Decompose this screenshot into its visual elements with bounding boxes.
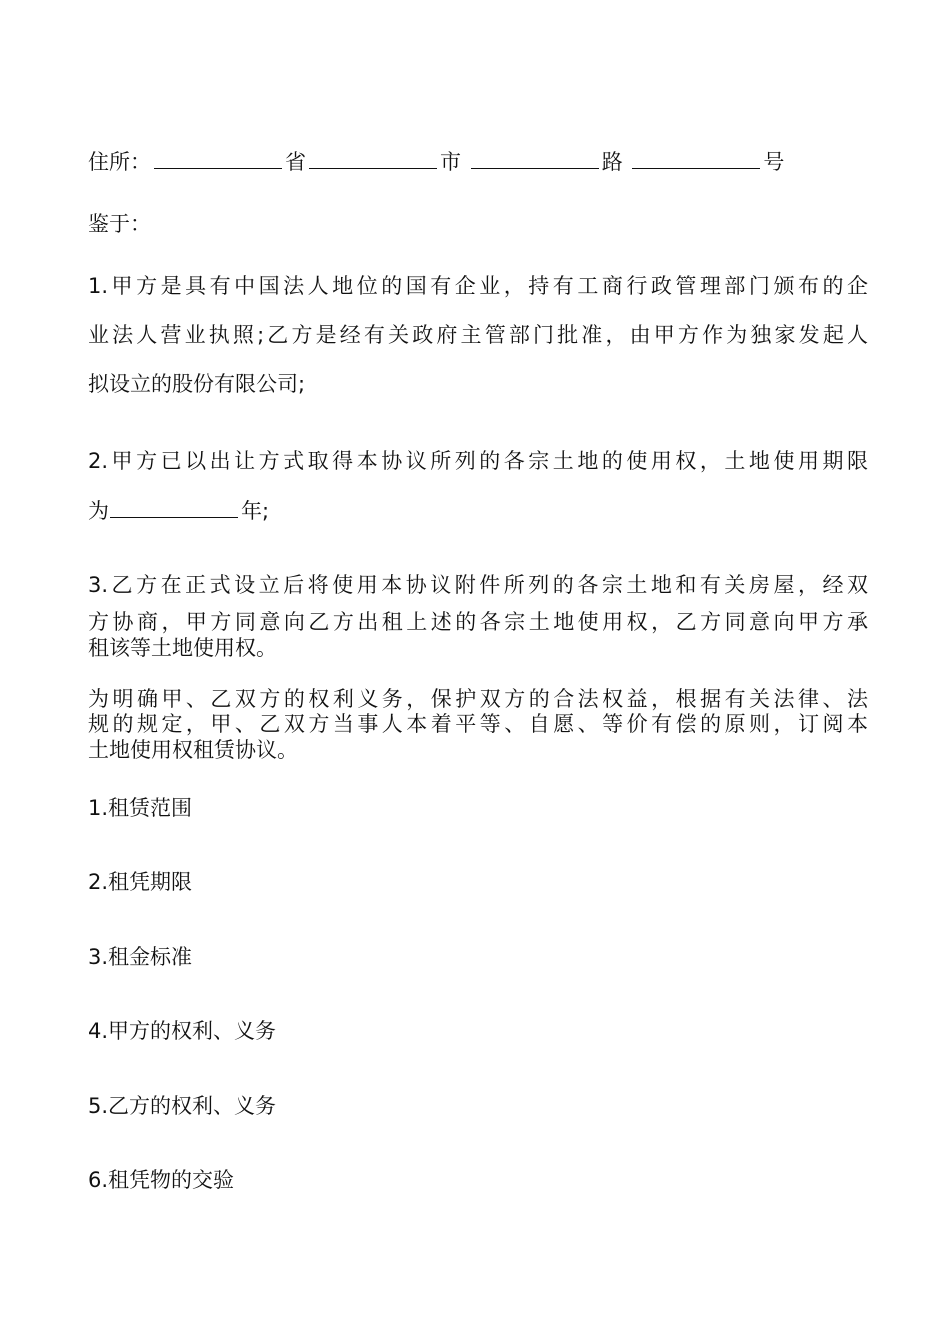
purpose-line-2: 规的规定，甲、乙双方当事人本着平等、自愿、等价有偿的原则，订阅本 (88, 712, 868, 736)
term-suffix: 年; (241, 499, 270, 523)
recital-1-line-3: 拟设立的股份有限公司; (88, 372, 306, 396)
section-heading-2: 2.租凭期限 (88, 870, 193, 894)
recital-2-line-2 (88, 497, 868, 524)
number-blank (632, 148, 760, 169)
recital-1-line-2: 业法人营业执照;乙方是经有关政府主管部门批准，由甲方作为独家发起人 (88, 323, 868, 347)
road-label: 路 (601, 150, 623, 174)
term-prefix: 为 (88, 499, 109, 523)
recital-3-line-3: 租该等土地使用权。 (88, 636, 277, 660)
address-label: 住所： (88, 150, 151, 174)
address-line (88, 148, 868, 175)
city-label: 市 (440, 150, 461, 174)
whereas-heading: 鉴于： (88, 212, 151, 236)
city-blank (309, 148, 437, 169)
section-heading-1: 1.租赁范围 (88, 796, 193, 820)
section-heading-5: 5.乙方的权利、义务 (88, 1094, 277, 1118)
recital-2-line-1: 2.甲方已以出让方式取得本协议所列的各宗土地的使用权，土地使用期限 (88, 449, 868, 473)
section-heading-4: 4.甲方的权利、义务 (88, 1019, 277, 1043)
recital-1-line-1: 1.甲方是具有中国法人地位的国有企业，持有工商行政管理部门颁布的企 (88, 274, 868, 298)
number-label: 号 (763, 150, 785, 174)
purpose-line-3: 土地使用权租赁协议。 (88, 738, 298, 762)
section-heading-3: 3.租金标准 (88, 945, 193, 969)
recital-3-line-1: 3.乙方在正式设立后将使用本协议附件所列的各宗土地和有关房屋，经双 (88, 573, 868, 597)
road-blank (471, 148, 599, 169)
term-years-blank (110, 497, 238, 518)
recital-3-line-2: 方协商，甲方同意向乙方出租上述的各宗土地使用权，乙方同意向甲方承 (88, 610, 868, 634)
province-label: 省 (285, 150, 306, 174)
section-heading-6: 6.租凭物的交验 (88, 1168, 235, 1192)
purpose-line-1: 为明确甲、乙双方的权利义务，保护双方的合法权益，根据有关法律、法 (88, 687, 868, 711)
province-blank (154, 148, 282, 169)
